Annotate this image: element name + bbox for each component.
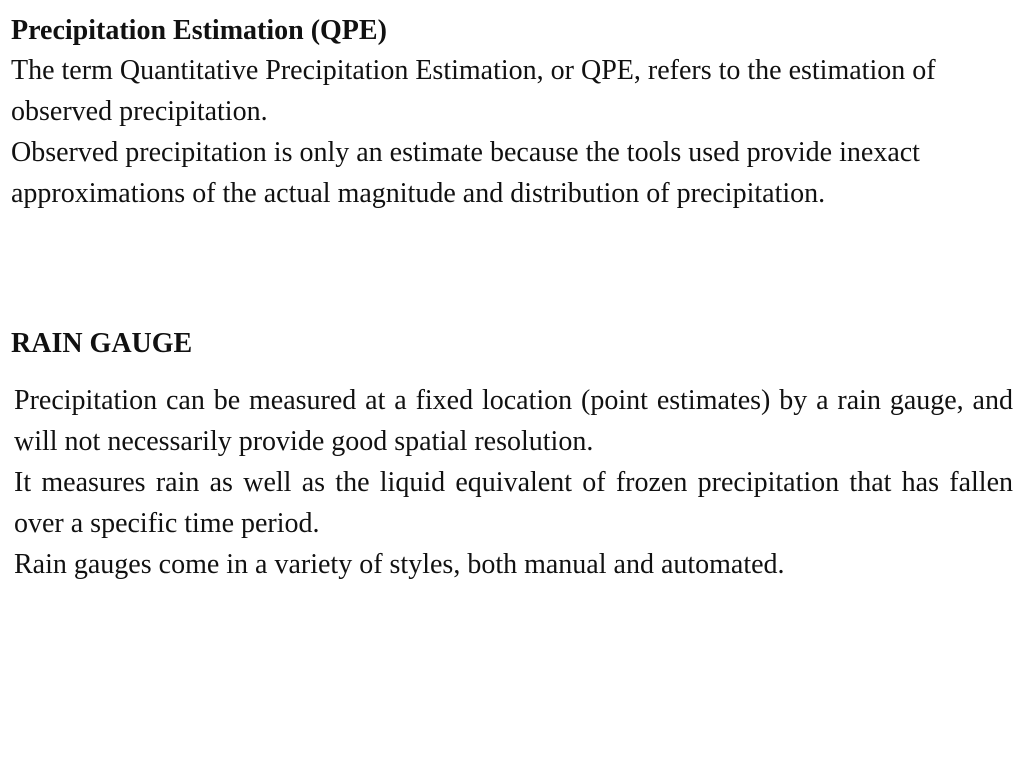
qpe-paragraph-1: The term Quantitative Precipitation Estimation, or QPE, refers to the estimation of observed precipitation. <box>11 55 936 127</box>
rain-gauge-paragraph-1: Precipitation can be measured at a fixed location (point estimates) by a rain gauge, and will not necessarily provide good spatial resolution. <box>14 385 1013 457</box>
rain-gauge-section <box>11 322 1013 585</box>
qpe-paragraph-2: Observed precipitation is only an estimate because the tools used provide inexact approximations of the actual magnitude and distribution of precipitation. <box>11 137 920 209</box>
qpe-section <box>11 12 1013 214</box>
rain-gauge-paragraph-3: Rain gauges come in a variety of styles, both manual and automated. <box>14 549 785 580</box>
rain-gauge-heading: RAIN GAUGE <box>11 328 193 359</box>
rain-gauge-paragraph-2: It measures rain as well as the liquid equivalent of frozen precipitation that has fallen over a specific time period. <box>14 467 1013 539</box>
qpe-heading: Precipitation Estimation (QPE) <box>11 15 387 46</box>
